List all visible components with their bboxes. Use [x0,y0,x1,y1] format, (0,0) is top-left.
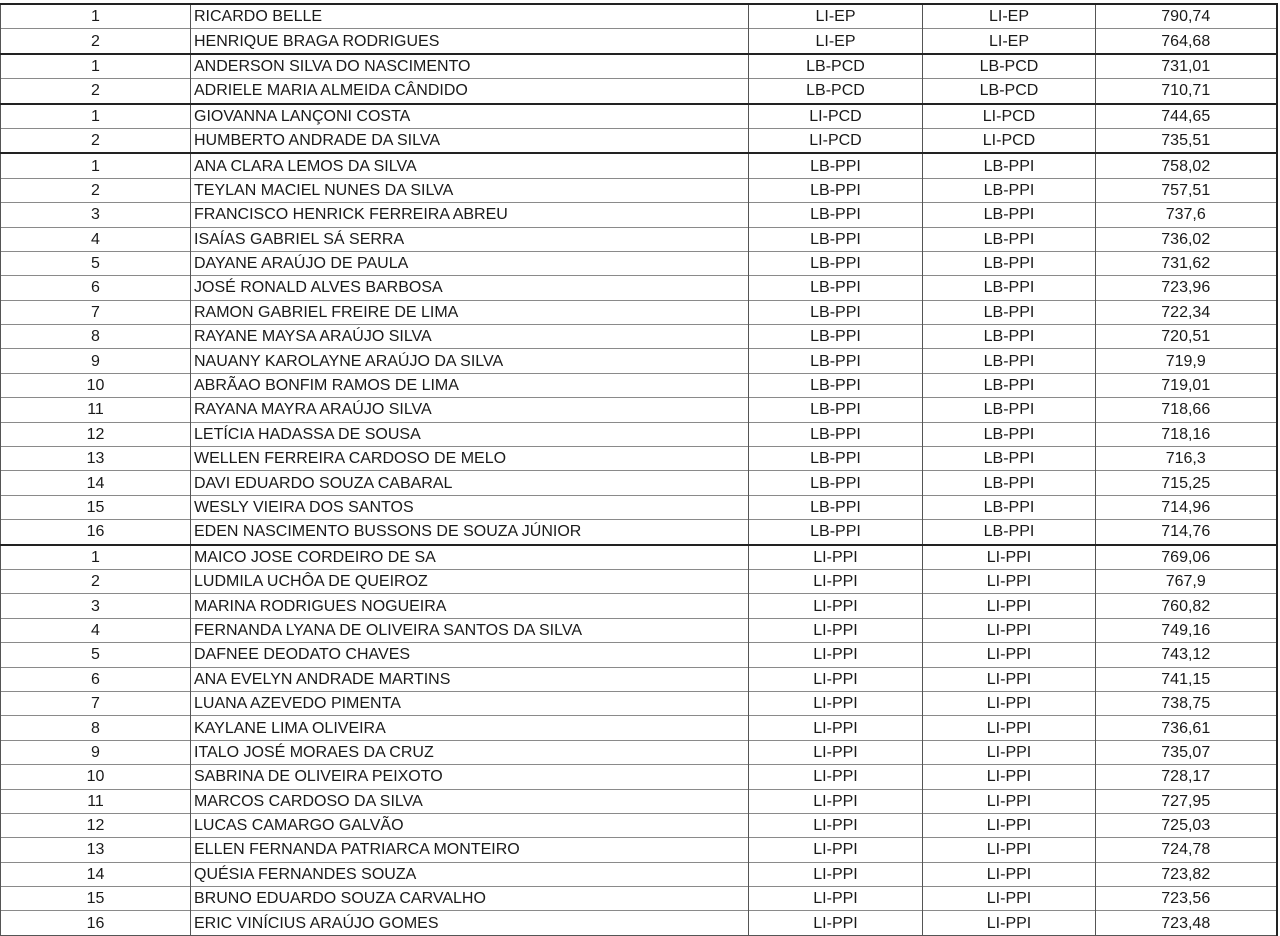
name-cell: FRANCISCO HENRICK FERREIRA ABREU [191,203,749,227]
table-row [1,520,1277,545]
quota-cell: LB-PPI [749,276,923,300]
name-cell: WELLEN FERREIRA CARDOSO DE MELO [191,447,749,471]
score-cell: 718,66 [1096,398,1277,422]
position-cell: 2 [1,128,191,153]
table-row [1,104,1277,129]
score-cell: 722,34 [1096,300,1277,324]
table-row [1,128,1277,153]
score-cell: 714,76 [1096,520,1277,545]
quota-cell: LI-PPI [749,643,923,667]
name-cell: LUDMILA UCHÔA DE QUEIROZ [191,569,749,593]
quota-cell: LB-PPI [749,495,923,519]
name-cell: EDEN NASCIMENTO BUSSONS DE SOUZA JÚNIOR [191,520,749,545]
classification-cell: LB-PPI [923,349,1096,373]
score-cell: 723,96 [1096,276,1277,300]
table-row [1,765,1277,789]
table-row [1,447,1277,471]
table-row [1,691,1277,715]
score-cell: 710,71 [1096,79,1277,104]
table-row [1,178,1277,202]
score-cell: 735,51 [1096,128,1277,153]
table-row [1,4,1277,29]
quota-cell: LI-PPI [749,740,923,764]
name-cell: ANA CLARA LEMOS DA SILVA [191,153,749,178]
quota-cell: LI-PPI [749,545,923,570]
quota-cell: LB-PPI [749,520,923,545]
classification-cell: LI-PPI [923,765,1096,789]
quota-cell: LI-PPI [749,618,923,642]
classification-cell: LB-PCD [923,79,1096,104]
score-cell: 757,51 [1096,178,1277,202]
classification-cell: LI-PPI [923,887,1096,911]
classification-cell: LB-PPI [923,373,1096,397]
score-cell: 738,75 [1096,691,1277,715]
score-cell: 735,07 [1096,740,1277,764]
quota-cell: LB-PCD [749,54,923,79]
score-cell: 714,96 [1096,495,1277,519]
score-cell: 723,56 [1096,887,1277,911]
position-cell: 9 [1,349,191,373]
classification-cell: LI-PCD [923,128,1096,153]
score-cell: 725,03 [1096,813,1277,837]
classification-cell: LI-PPI [923,862,1096,886]
classification-cell: LI-PPI [923,838,1096,862]
quota-cell: LB-PPI [749,471,923,495]
score-cell: 719,9 [1096,349,1277,373]
score-cell: 790,74 [1096,4,1277,29]
table-row [1,398,1277,422]
table-row [1,29,1277,54]
table-row [1,594,1277,618]
score-cell: 743,12 [1096,643,1277,667]
position-cell: 1 [1,54,191,79]
name-cell: ERIC VINÍCIUS ARAÚJO GOMES [191,911,749,935]
classification-cell: LI-PPI [923,618,1096,642]
name-cell: RAYANA MAYRA ARAÚJO SILVA [191,398,749,422]
classification-cell: LB-PPI [923,178,1096,202]
classification-cell: LI-PPI [923,545,1096,570]
score-cell: 728,17 [1096,765,1277,789]
table-row [1,911,1277,935]
score-cell: 719,01 [1096,373,1277,397]
position-cell: 3 [1,594,191,618]
quota-cell: LB-PPI [749,398,923,422]
classification-cell: LB-PPI [923,495,1096,519]
position-cell: 5 [1,643,191,667]
score-cell: 724,78 [1096,838,1277,862]
quota-cell: LB-PPI [749,227,923,251]
position-cell: 4 [1,618,191,642]
quota-cell: LI-PPI [749,789,923,813]
table-row [1,471,1277,495]
name-cell: WESLY VIEIRA DOS SANTOS [191,495,749,519]
quota-cell: LI-PPI [749,667,923,691]
name-cell: MARCOS CARDOSO DA SILVA [191,789,749,813]
position-cell: 2 [1,569,191,593]
name-cell: NAUANY KAROLAYNE ARAÚJO DA SILVA [191,349,749,373]
score-cell: 767,9 [1096,569,1277,593]
classification-cell: LI-PPI [923,911,1096,935]
table-row [1,203,1277,227]
quota-cell: LI-PPI [749,862,923,886]
classification-cell: LB-PPI [923,520,1096,545]
table-row [1,643,1277,667]
table-row [1,349,1277,373]
classification-cell: LI-EP [923,4,1096,29]
name-cell: ABRÃAO BONFIM RAMOS DE LIMA [191,373,749,397]
quota-cell: LI-PPI [749,911,923,935]
name-cell: QUÉSIA FERNANDES SOUZA [191,862,749,886]
table-row [1,813,1277,837]
name-cell: ANDERSON SILVA DO NASCIMENTO [191,54,749,79]
score-cell: 760,82 [1096,594,1277,618]
score-cell: 718,16 [1096,422,1277,446]
classification-cell: LB-PCD [923,54,1096,79]
classification-cell: LB-PPI [923,251,1096,275]
quota-cell: LI-PPI [749,838,923,862]
name-cell: ANA EVELYN ANDRADE MARTINS [191,667,749,691]
score-cell: 723,48 [1096,911,1277,935]
quota-cell: LB-PPI [749,300,923,324]
quota-cell: LI-PCD [749,104,923,129]
classification-cell: LI-PCD [923,104,1096,129]
name-cell: RAMON GABRIEL FREIRE DE LIMA [191,300,749,324]
score-cell: 716,3 [1096,447,1277,471]
position-cell: 14 [1,471,191,495]
name-cell: MAICO JOSE CORDEIRO DE SA [191,545,749,570]
quota-cell: LI-EP [749,29,923,54]
position-cell: 7 [1,691,191,715]
classification-cell: LB-PPI [923,153,1096,178]
table-row [1,300,1277,324]
score-cell: 727,95 [1096,789,1277,813]
score-cell: 741,15 [1096,667,1277,691]
position-cell: 2 [1,79,191,104]
position-cell: 12 [1,813,191,837]
score-cell: 764,68 [1096,29,1277,54]
quota-cell: LI-PPI [749,569,923,593]
score-cell: 736,61 [1096,716,1277,740]
table-row [1,251,1277,275]
classification-cell: LI-PPI [923,667,1096,691]
position-cell: 1 [1,104,191,129]
classification-cell: LB-PPI [923,325,1096,349]
table-row [1,740,1277,764]
position-cell: 13 [1,447,191,471]
table-row [1,495,1277,519]
position-cell: 13 [1,838,191,862]
classification-cell: LB-PPI [923,447,1096,471]
position-cell: 8 [1,716,191,740]
table-row [1,227,1277,251]
name-cell: KAYLANE LIMA OLIVEIRA [191,716,749,740]
quota-cell: LB-PCD [749,79,923,104]
quota-cell: LI-PPI [749,887,923,911]
table-row [1,153,1277,178]
position-cell: 14 [1,862,191,886]
classification-cell: LI-PPI [923,569,1096,593]
table-row [1,838,1277,862]
position-cell: 1 [1,153,191,178]
classification-cell: LB-PPI [923,398,1096,422]
quota-cell: LB-PPI [749,178,923,202]
position-cell: 6 [1,276,191,300]
classification-cell: LB-PPI [923,300,1096,324]
table-row [1,862,1277,886]
classification-cell: LI-PPI [923,643,1096,667]
name-cell: HUMBERTO ANDRADE DA SILVA [191,128,749,153]
position-cell: 10 [1,373,191,397]
position-cell: 11 [1,398,191,422]
position-cell: 6 [1,667,191,691]
score-cell: 758,02 [1096,153,1277,178]
name-cell: TEYLAN MACIEL NUNES DA SILVA [191,178,749,202]
quota-cell: LI-PCD [749,128,923,153]
position-cell: 1 [1,545,191,570]
name-cell: BRUNO EDUARDO SOUZA CARVALHO [191,887,749,911]
table-row [1,667,1277,691]
score-cell: 731,62 [1096,251,1277,275]
table-row [1,54,1277,79]
quota-cell: LB-PPI [749,203,923,227]
name-cell: DAFNEE DEODATO CHAVES [191,643,749,667]
position-cell: 16 [1,520,191,545]
position-cell: 4 [1,227,191,251]
position-cell: 15 [1,887,191,911]
classification-cell: LB-PPI [923,203,1096,227]
position-cell: 9 [1,740,191,764]
position-cell: 16 [1,911,191,935]
score-cell: 720,51 [1096,325,1277,349]
classification-cell: LB-PPI [923,227,1096,251]
classification-cell: LI-PPI [923,740,1096,764]
results-table-body [1,4,1277,935]
classification-cell: LI-PPI [923,813,1096,837]
classification-cell: LI-PPI [923,716,1096,740]
position-cell: 3 [1,203,191,227]
classification-cell: LI-EP [923,29,1096,54]
classification-cell: LI-PPI [923,691,1096,715]
score-cell: 736,02 [1096,227,1277,251]
quota-cell: LI-PPI [749,716,923,740]
quota-cell: LI-PPI [749,594,923,618]
score-cell: 749,16 [1096,618,1277,642]
score-cell: 769,06 [1096,545,1277,570]
position-cell: 10 [1,765,191,789]
name-cell: GIOVANNA LANÇONI COSTA [191,104,749,129]
name-cell: ADRIELE MARIA ALMEIDA CÂNDIDO [191,79,749,104]
table-row [1,373,1277,397]
classification-cell: LB-PPI [923,276,1096,300]
quota-cell: LB-PPI [749,325,923,349]
quota-cell: LB-PPI [749,153,923,178]
classification-cell: LB-PPI [923,422,1096,446]
name-cell: RAYANE MAYSA ARAÚJO SILVA [191,325,749,349]
position-cell: 7 [1,300,191,324]
position-cell: 15 [1,495,191,519]
name-cell: DAYANE ARAÚJO DE PAULA [191,251,749,275]
name-cell: MARINA RODRIGUES NOGUEIRA [191,594,749,618]
name-cell: DAVI EDUARDO SOUZA CABARAL [191,471,749,495]
score-cell: 723,82 [1096,862,1277,886]
table-row [1,422,1277,446]
name-cell: FERNANDA LYANA DE OLIVEIRA SANTOS DA SILVA [191,618,749,642]
table-row [1,276,1277,300]
quota-cell: LI-PPI [749,813,923,837]
position-cell: 12 [1,422,191,446]
position-cell: 5 [1,251,191,275]
position-cell: 1 [1,4,191,29]
name-cell: LUCAS CAMARGO GALVÃO [191,813,749,837]
name-cell: ELLEN FERNANDA PATRIARCA MONTEIRO [191,838,749,862]
name-cell: ITALO JOSÉ MORAES DA CRUZ [191,740,749,764]
classification-cell: LI-PPI [923,594,1096,618]
quota-cell: LI-PPI [749,691,923,715]
position-cell: 8 [1,325,191,349]
classification-cell: LB-PPI [923,471,1096,495]
quota-cell: LI-PPI [749,765,923,789]
quota-cell: LB-PPI [749,251,923,275]
table-row [1,325,1277,349]
quota-cell: LB-PPI [749,422,923,446]
score-cell: 744,65 [1096,104,1277,129]
name-cell: SABRINA DE OLIVEIRA PEIXOTO [191,765,749,789]
name-cell: RICARDO BELLE [191,4,749,29]
score-cell: 737,6 [1096,203,1277,227]
quota-cell: LB-PPI [749,447,923,471]
table-row [1,545,1277,570]
table-row [1,716,1277,740]
quota-cell: LI-EP [749,4,923,29]
name-cell: LUANA AZEVEDO PIMENTA [191,691,749,715]
name-cell: HENRIQUE BRAGA RODRIGUES [191,29,749,54]
table-row [1,79,1277,104]
name-cell: LETÍCIA HADASSA DE SOUSA [191,422,749,446]
quota-cell: LB-PPI [749,373,923,397]
results-table [0,3,1278,936]
position-cell: 2 [1,178,191,202]
table-row [1,789,1277,813]
score-cell: 715,25 [1096,471,1277,495]
quota-cell: LB-PPI [749,349,923,373]
table-row [1,618,1277,642]
classification-cell: LI-PPI [923,789,1096,813]
table-row [1,569,1277,593]
position-cell: 11 [1,789,191,813]
name-cell: JOSÉ RONALD ALVES BARBOSA [191,276,749,300]
table-row [1,887,1277,911]
score-cell: 731,01 [1096,54,1277,79]
position-cell: 2 [1,29,191,54]
name-cell: ISAÍAS GABRIEL SÁ SERRA [191,227,749,251]
